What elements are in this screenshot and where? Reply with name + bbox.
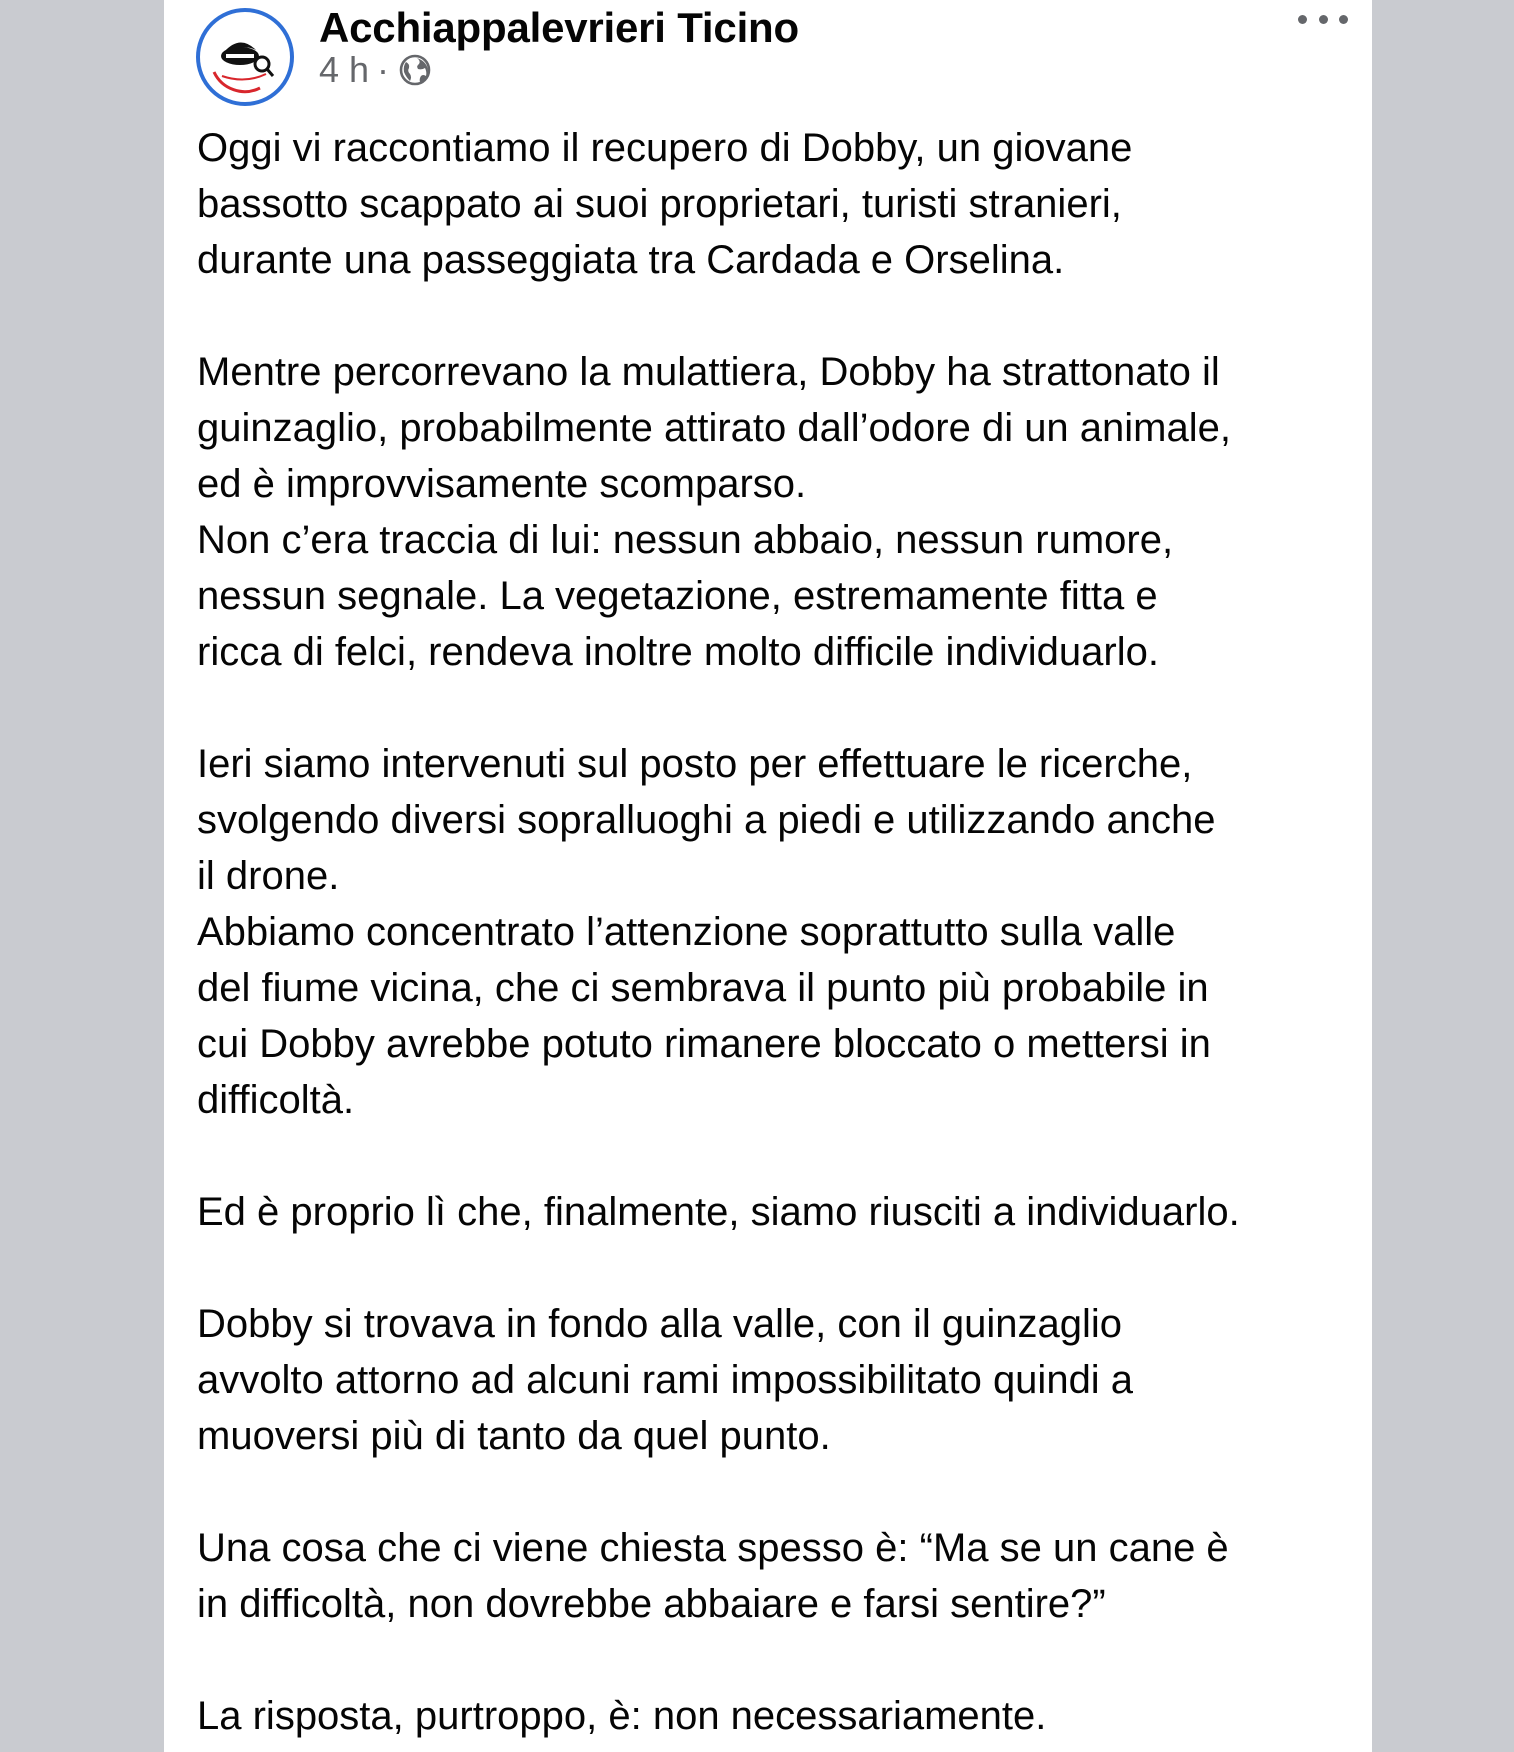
meta-separator: · [377,49,390,90]
post-text-blank-line [197,1128,1367,1184]
post-text-line: nessun segnale. La vegetazione, estremamente fitta e [197,574,1158,618]
post-card [164,0,1372,1752]
post-text-line: Oggi vi raccontiamo il recupero di Dobby, un giovane [197,126,1133,170]
post-text-line: Ed è proprio lì che, finalmente, siamo riusciti a individuarlo. [197,1190,1240,1234]
post-text-line: guinzaglio, probabilmente attirato dall’odore di un animale, [197,406,1231,450]
globe-icon[interactable] [397,52,433,88]
post-meta [319,48,433,92]
post-text-blank-line [197,1240,1367,1296]
post-text-line: svolgendo diversi sopralluoghi a piedi e utilizzando anche [197,798,1216,842]
more-options-button[interactable] [1298,4,1348,34]
post-text-line: cui Dobby avrebbe potuto rimanere bloccato o mettersi in [197,1022,1211,1066]
post-timestamp[interactable]: 4 h [319,49,370,90]
post-text-line: in difficoltà, non dovrebbe abbaiare e farsi sentire?” [197,1582,1106,1626]
post-text-blank-line [197,288,1367,344]
post-text-line: Dobby si trovava in fondo alla valle, con il guinzaglio [197,1302,1122,1346]
post-text-line: Una cosa che ci viene chiesta spesso è: “Ma se un cane è [197,1526,1229,1570]
post-text-line: Ieri siamo intervenuti sul posto per effettuare le ricerche, [197,742,1193,786]
post-text-line: La risposta, purtroppo, è: non necessariamente. [197,1694,1047,1738]
post-text-line: Abbiamo concentrato l’attenzione soprattutto sulla valle [197,910,1176,954]
post-text-line: del fiume vicina, che ci sembrava il punto più probabile in [197,966,1209,1010]
more-options-dot [1298,15,1307,24]
post-text-line: ed è improvvisamente scomparso. [197,462,807,506]
avatar-logo-icon [200,12,290,102]
post-text-line: Mentre percorrevano la mulattiera, Dobby ha strattonato il [197,350,1220,394]
post-text-line: muoversi più di tanto da quel punto. [197,1414,831,1458]
post-text-line: ricca di felci, rendeva inoltre molto difficile individuarlo. [197,630,1159,674]
post-text-line: difficoltà. [197,1078,355,1122]
post-text-line: il drone. [197,854,340,898]
page-avatar[interactable] [196,8,294,106]
post-text-line: avvolto attorno ad alcuni rami impossibilitato quindi a [197,1358,1134,1402]
post-text [197,120,1367,1744]
post-text-blank-line [197,1464,1367,1520]
post-header [164,0,1372,110]
post-text-line: Non c’era traccia di lui: nessun abbaio, nessun rumore, [197,518,1174,562]
page-name[interactable]: Acchiappalevrieri Ticino [319,4,799,51]
post-text-blank-line [197,1632,1367,1688]
post-text-blank-line [197,680,1367,736]
post-text-line: durante una passeggiata tra Cardada e Orselina. [197,238,1065,282]
post-text-line: bassotto scappato ai suoi proprietari, turisti stranieri, [197,182,1122,226]
more-options-dot [1319,15,1328,24]
more-options-dot [1339,15,1348,24]
